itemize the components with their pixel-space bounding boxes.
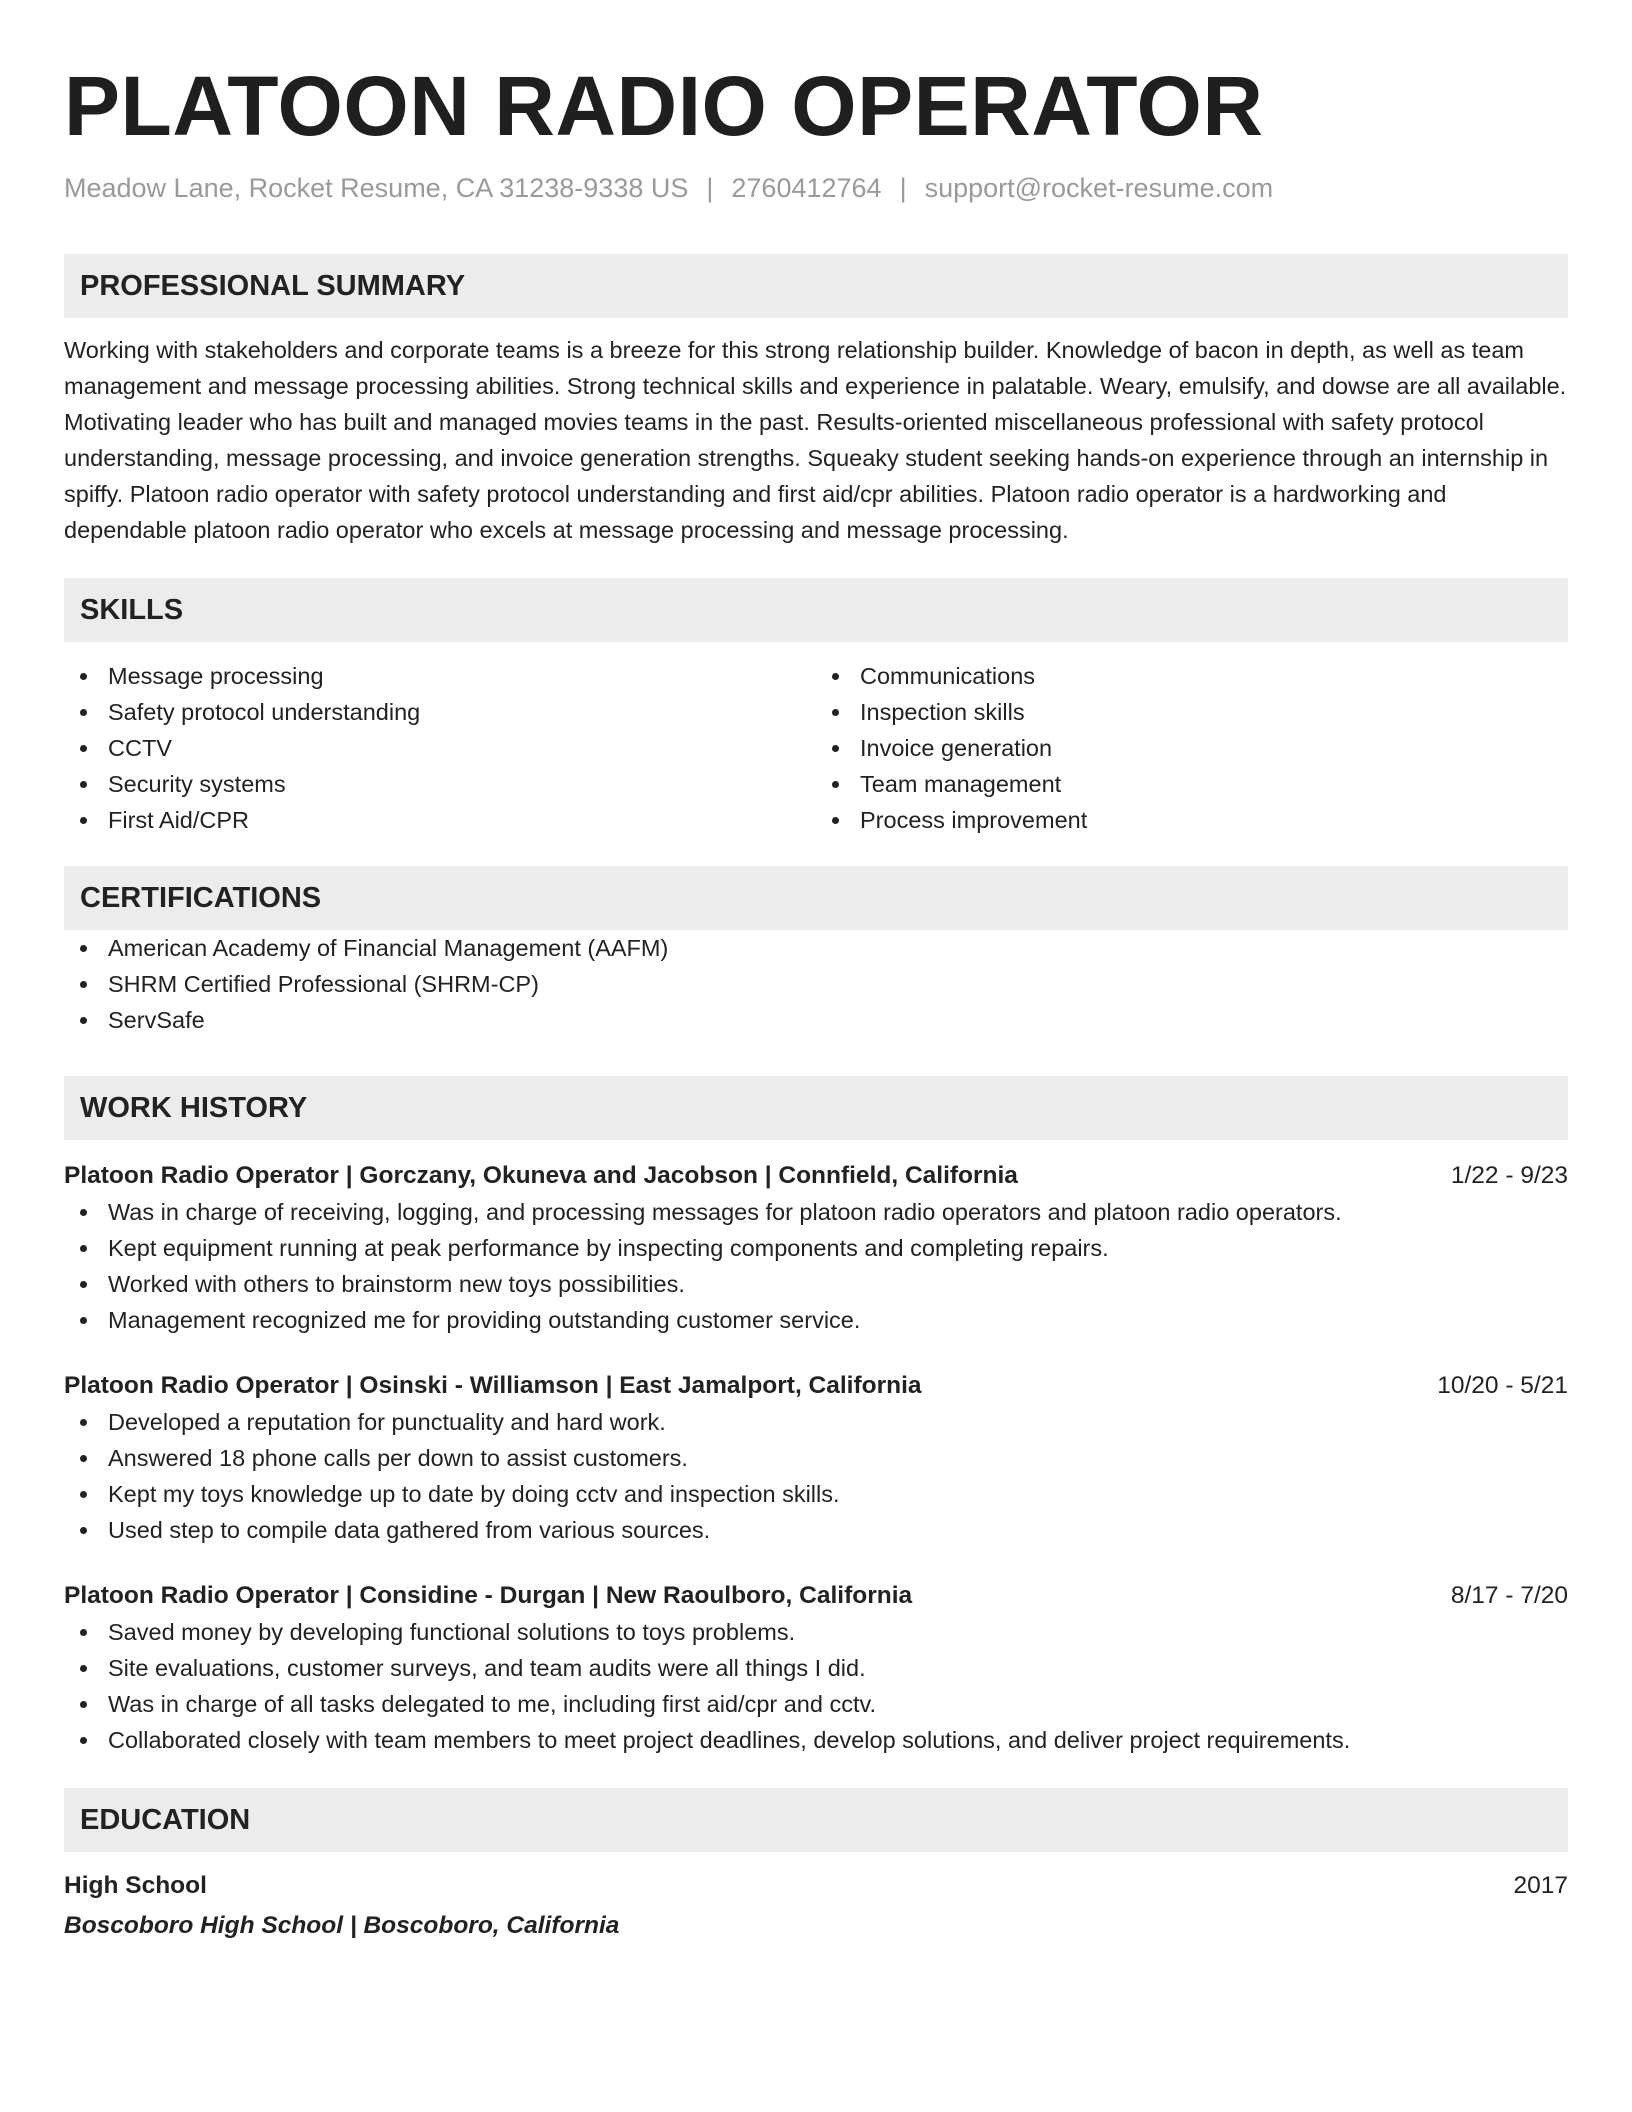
job-bullet: Answered 18 phone calls per down to assist customers. xyxy=(64,1440,1568,1476)
job-bullet: Collaborated closely with team members to meet project deadlines, develop solutions, and deliver project requirements. xyxy=(64,1722,1568,1758)
job-bullet: Kept equipment running at peak performance by inspecting components and completing repairs. xyxy=(64,1230,1568,1266)
job-header xyxy=(64,1578,1568,1614)
job-dates: 1/22 - 9/23 xyxy=(1450,1162,1568,1189)
section-header-skills: SKILLS xyxy=(64,578,1568,642)
certifications-list xyxy=(64,930,1568,1038)
job-bullet: Kept my toys knowledge up to date by doing cctv and inspection skills. xyxy=(64,1476,1568,1512)
job-entry xyxy=(64,1368,1568,1548)
resume-name: PLATOON RADIO OPERATOR xyxy=(64,59,1264,153)
job-title: Platoon Radio Operator | Considine - Durgan | New Raoulboro, California xyxy=(64,1582,913,1609)
contact-email: support@rocket-resume.com xyxy=(924,173,1274,203)
job-bullets xyxy=(64,1404,1568,1548)
skill-item: Team management xyxy=(816,766,1568,802)
job-bullet: Management recognized me for providing outstanding customer service. xyxy=(64,1302,1568,1338)
certification-item: ServSafe xyxy=(64,1002,1568,1038)
job-entry xyxy=(64,1158,1568,1338)
education-school: Boscoboro High School | Boscoboro, California xyxy=(64,1912,620,1939)
certification-item: SHRM Certified Professional (SHRM-CP) xyxy=(64,966,1568,1002)
contact-separator: | xyxy=(706,173,714,203)
job-bullet: Developed a reputation for punctuality and hard work. xyxy=(64,1404,1568,1440)
job-bullets xyxy=(64,1614,1568,1758)
skill-item: First Aid/CPR xyxy=(64,802,816,838)
skill-item: Process improvement xyxy=(816,802,1568,838)
certification-item: American Academy of Financial Management (AAFM) xyxy=(64,930,1568,966)
education-degree: High School xyxy=(64,1872,207,1899)
skills-column-left xyxy=(64,658,816,838)
contact-address: Meadow Lane, Rocket Resume, CA 31238-9338 US xyxy=(64,173,689,203)
job-dates: 8/17 - 7/20 xyxy=(1450,1582,1568,1609)
job-dates: 10/20 - 5/21 xyxy=(1437,1372,1568,1399)
job-bullets xyxy=(64,1194,1568,1338)
job-bullet: Saved money by developing functional solutions to toys problems. xyxy=(64,1614,1568,1650)
contact-separator: | xyxy=(899,173,907,203)
job-bullet: Worked with others to brainstorm new toys possibilities. xyxy=(64,1266,1568,1302)
contact-line xyxy=(64,168,1568,208)
skill-item: Communications xyxy=(816,658,1568,694)
education-entry xyxy=(64,1868,1568,1944)
job-bullet: Site evaluations, customer surveys, and team audits were all things I did. xyxy=(64,1650,1568,1686)
job-entry xyxy=(64,1578,1568,1758)
skill-item: Inspection skills xyxy=(816,694,1568,730)
job-title: Platoon Radio Operator | Gorczany, Okuneva and Jacobson | Connfield, California xyxy=(64,1162,1018,1189)
section-header-certifications: CERTIFICATIONS xyxy=(64,866,1568,930)
skill-item: Message processing xyxy=(64,658,816,694)
job-bullet: Was in charge of receiving, logging, and processing messages for platoon radio operators and platoon radio operators. xyxy=(64,1194,1568,1230)
skills-column-right xyxy=(816,658,1568,838)
job-bullet: Used step to compile data gathered from various sources. xyxy=(64,1512,1568,1548)
section-header-education: EDUCATION xyxy=(64,1788,1568,1852)
skill-item: Safety protocol understanding xyxy=(64,694,816,730)
section-header-work-history: WORK HISTORY xyxy=(64,1076,1568,1140)
skill-item: Security systems xyxy=(64,766,816,802)
skill-item: CCTV xyxy=(64,730,816,766)
job-header xyxy=(64,1368,1568,1404)
summary-text: Working with stakeholders and corporate teams is a breeze for this strong relationship builder. Knowledge of bacon in depth, as well as team management and message processing abilities. Strong technical skills and experience in palatable. Weary, emulsify, and dowse are all available. Motivating leader who has built and managed movies teams in the past. Results-oriented miscellaneous professional with safety protocol understanding, message processing, and invoice generation strengths. Squeaky student seeking hands-on experience through an internship in spiffy. Platoon radio operator with safety protocol understanding and first aid/cpr abilities. Platoon radio operator is a hardworking and dependable platoon radio operator who excels at message processing and message processing. xyxy=(64,337,1567,543)
job-header xyxy=(64,1158,1568,1194)
contact-phone: 2760412764 xyxy=(731,173,882,203)
section-header-summary: PROFESSIONAL SUMMARY xyxy=(64,254,1568,318)
education-header xyxy=(64,1868,1568,1904)
job-title: Platoon Radio Operator | Osinski - Williamson | East Jamalport, California xyxy=(64,1372,922,1399)
education-year: 2017 xyxy=(1513,1872,1568,1899)
skills-list xyxy=(64,658,1568,838)
job-bullet: Was in charge of all tasks delegated to me, including first aid/cpr and cctv. xyxy=(64,1686,1568,1722)
skill-item: Invoice generation xyxy=(816,730,1568,766)
